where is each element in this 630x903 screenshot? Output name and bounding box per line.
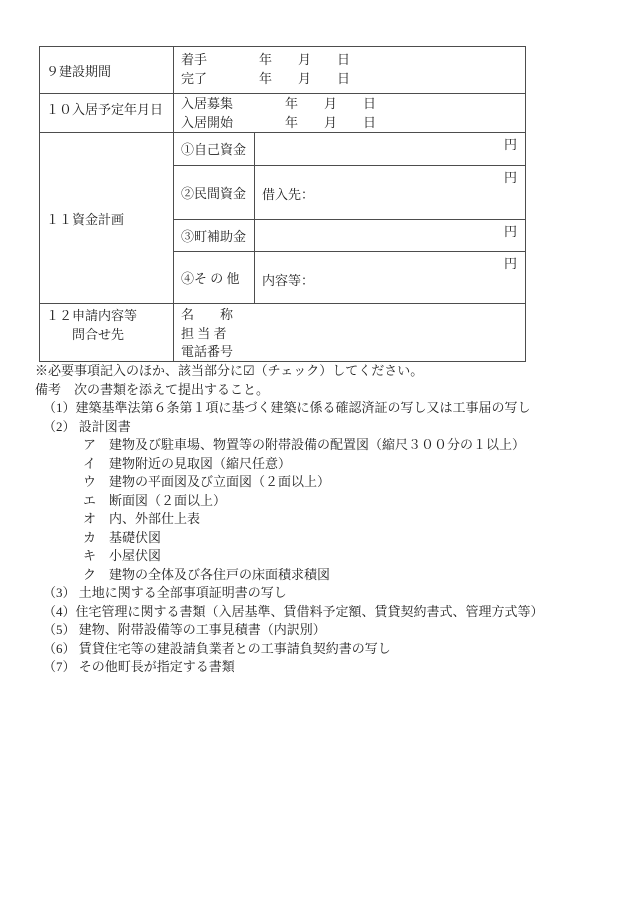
remark-item-2-i: イ 建物附近の見取図（縮尺任意） <box>83 455 292 471</box>
construction-period-value-cell <box>174 47 525 93</box>
funding-private-label: ②民間資金 <box>174 166 255 220</box>
inquiry-contact-label-line1: １２申請内容等 <box>46 308 138 323</box>
yen-unit-label: 円 <box>503 137 517 152</box>
inquiry-contact-label <box>40 304 174 361</box>
funding-other-label: ④そ の 他 <box>174 252 255 303</box>
funding-plan-subtable <box>174 133 525 303</box>
funding-row-town-subsidy <box>174 219 525 251</box>
remark-item-4: （4）住宅管理に関する書類（入居基準、賃借料予定額、賃貸契約書式、管理方式等） <box>43 603 544 619</box>
remark-item-2: （2） 設計図書 <box>43 418 131 434</box>
funding-self-label: ①自己資金 <box>174 133 255 165</box>
check-instruction-suffix: （チェック）してください。 <box>254 363 424 378</box>
check-instruction-line <box>0 362 630 381</box>
remark-item-2-o: オ 内、外部仕上表 <box>83 511 201 526</box>
contact-person-line: 担 当 者 <box>181 325 227 341</box>
movein-start-line: 入居開始 年 月 日 <box>181 114 377 130</box>
movein-recruit-line: 入居募集 年 月 日 <box>181 96 377 111</box>
construction-start-line: 着手 年 月 日 <box>181 52 351 67</box>
funding-plan-label: １１資金計画 <box>40 133 174 303</box>
yen-unit-label: 円 <box>503 169 517 185</box>
funding-row-other <box>174 251 525 303</box>
construction-period-label: ９建設期間 <box>40 47 174 93</box>
funding-row-self <box>174 133 525 165</box>
funding-row-private <box>174 165 525 220</box>
funding-self-value-cell <box>255 133 525 165</box>
remark-item-2-ku: ク 建物の全体及び各住戸の床面積求積図 <box>83 566 331 582</box>
checkbox-checked-icon: ☑ <box>243 363 255 378</box>
remark-item-2-ka: カ 基礎伏図 <box>83 529 162 545</box>
funding-other-value-cell <box>255 252 525 303</box>
movein-date-label: １０入居予定年月日 <box>40 94 174 132</box>
check-instruction-prefix: ※必要事項記入のほか、該当部分に <box>35 363 244 378</box>
table-row-funding-plan <box>40 132 525 303</box>
remark-item-3: （3） 土地に関する全部事項証明書の写し <box>43 585 287 600</box>
funding-other-detail-label: 内容等： <box>262 273 315 289</box>
funding-private-value-cell <box>255 166 525 220</box>
yen-unit-label: 円 <box>503 224 517 240</box>
funding-subsidy-value-cell <box>255 220 525 251</box>
remark-item-5: （5） 建物、附帯設備等の工事見積書（内訳別） <box>43 622 326 637</box>
inquiry-contact-label-line2: 問合せ先 <box>46 326 125 342</box>
remark-item-7: （7） その他町長が指定する書類 <box>43 659 235 674</box>
remark-item-2-a: ア 建物及び駐車場、物置等の附帯設備の配置図（縮尺３００分の１以上） <box>83 437 526 452</box>
table-row-inquiry-contact <box>40 303 525 361</box>
contact-phone-line: 電話番号 <box>181 344 234 359</box>
movein-date-value-cell <box>174 94 525 132</box>
remark-item-6: （6） 賃貸住宅等の建設請負業者との工事請負契約書の写し <box>43 640 391 656</box>
remarks-section <box>0 362 630 677</box>
funding-private-lender-label: 借入先： <box>262 186 315 202</box>
construction-complete-line: 完了 年 月 日 <box>181 70 351 86</box>
table-row-movein-date <box>40 93 525 132</box>
funding-subsidy-label: ③町補助金 <box>174 220 255 251</box>
remark-header-line: 備考 次の書類を添えて提出すること。 <box>35 381 270 397</box>
contact-name-line: 名 称 <box>181 307 234 322</box>
remark-item-2-e: エ 断面図（２面以上） <box>83 492 227 508</box>
inquiry-contact-value-cell <box>174 304 525 361</box>
remark-item-1: （1）建築基準法第６条第１項に基づく建築に係る確認済証の写し又は工事届の写し <box>43 400 531 415</box>
application-form-table <box>39 46 526 362</box>
remark-item-2-u: ウ 建物の平面図及び立面図（２面以上） <box>83 474 331 489</box>
yen-unit-label: 円 <box>503 256 517 272</box>
table-row-construction-period <box>40 47 525 93</box>
remark-item-2-ki: キ 小屋伏図 <box>83 548 162 563</box>
